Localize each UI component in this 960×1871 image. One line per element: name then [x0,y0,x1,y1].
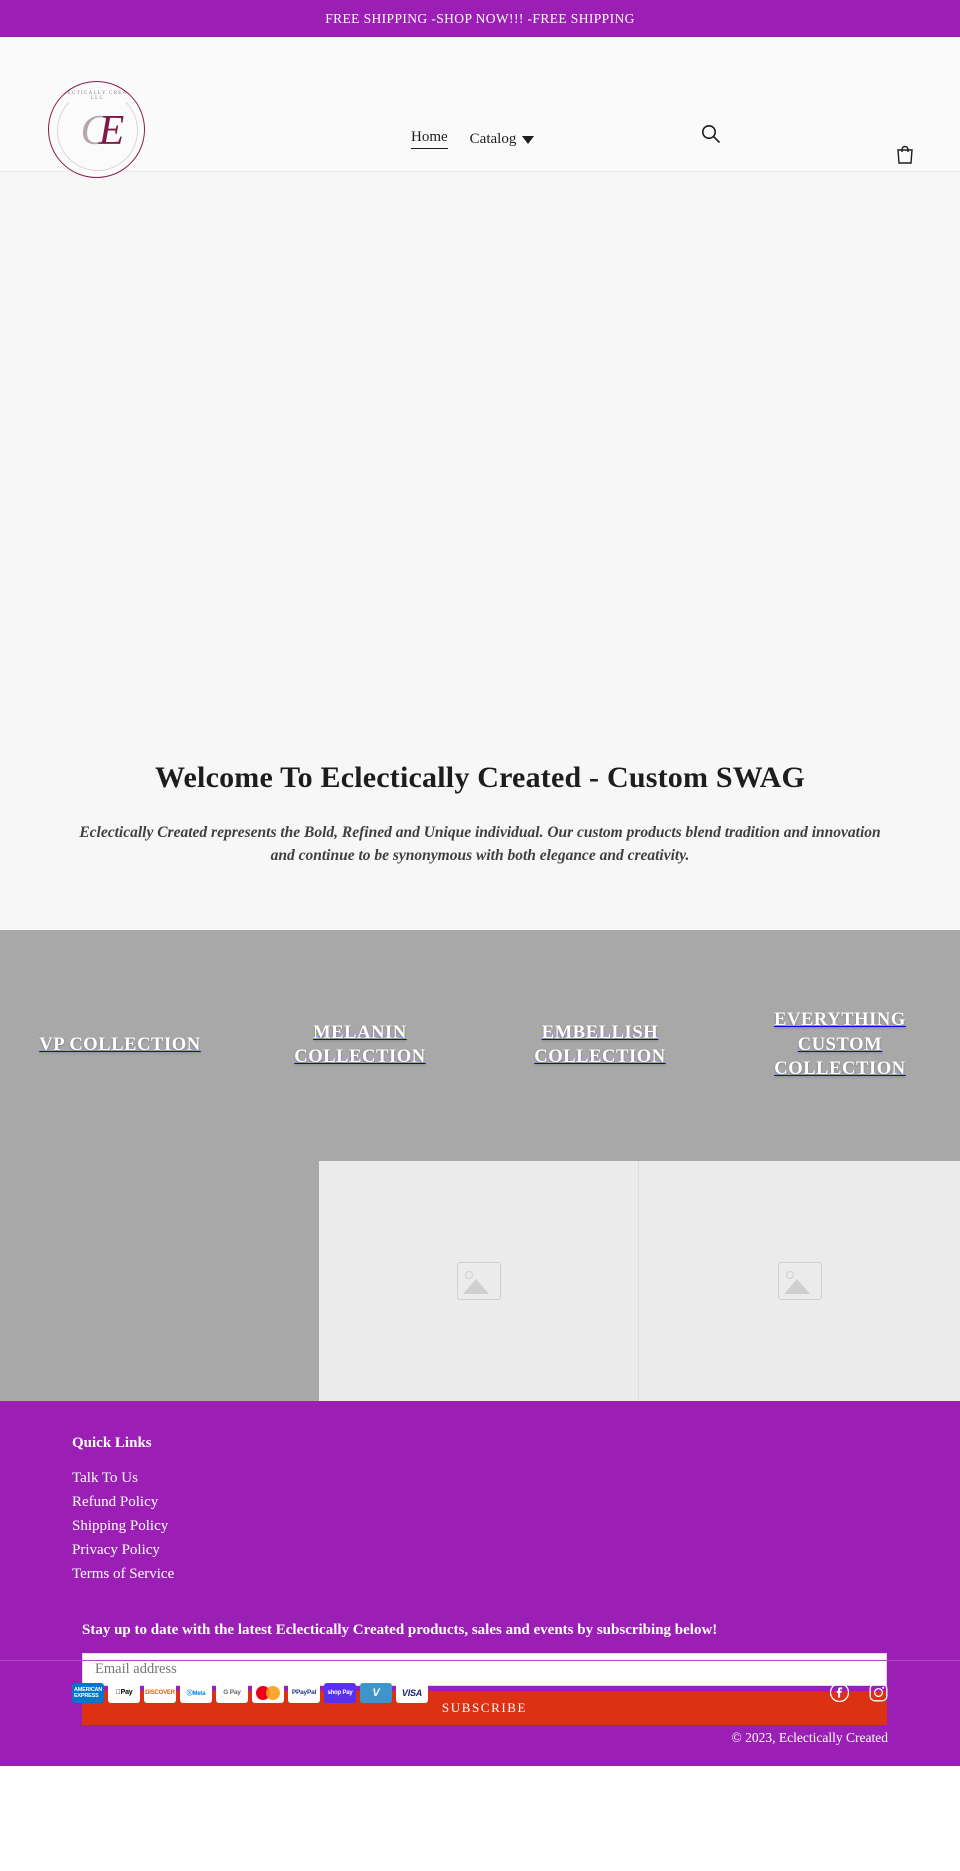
image-placeholder-icon [778,1262,822,1300]
search-icon[interactable] [700,123,722,145]
cart-icon[interactable] [894,144,916,166]
announcement-text: FREE SHIPPING -SHOP NOW!!! -FREE SHIPPING [325,10,635,26]
collection-card-embellish[interactable] [480,930,720,1161]
instagram-icon[interactable] [869,1683,888,1707]
collection-title: EVERYTHING CUSTOM COLLECTION [774,1010,906,1080]
footer-link-talk-to-us[interactable]: Talk To Us [72,1469,138,1486]
image-placeholder-band [0,1161,960,1401]
collection-title: MELANIN COLLECTION [294,1022,426,1067]
quick-links-heading: Quick Links [72,1434,152,1451]
newsletter-heading: Stay up to date with the latest Eclectically Created products, sales and events by subscribing below! [82,1621,718,1638]
payment-icon-amex: AMERICAN EXPRESS [72,1683,104,1703]
logo-micro-text: ECLECTICALLY CREATED LLC [54,91,141,101]
placeholder-spacer [0,1161,319,1401]
footer-link-refund-policy[interactable]: Refund Policy [72,1493,159,1510]
payment-icon-google-pay: G Pay [216,1683,248,1703]
payment-icon-discover: DISCOVER [144,1683,176,1703]
site-header [0,37,960,172]
payment-icon-venmo: V [360,1683,392,1703]
collection-title: VP COLLECTION [39,1034,201,1055]
facebook-icon[interactable] [830,1683,849,1707]
logo-ring [48,81,145,178]
social-links [830,1683,888,1707]
logo-letters: C E [80,107,115,154]
welcome-section [0,705,960,930]
main-nav [411,129,534,149]
collection-card-everything-custom[interactable] [720,930,960,1161]
payment-icon-shop-pay: shop Pay [324,1683,356,1703]
footer-link-shipping-policy[interactable]: Shipping Policy [72,1517,169,1534]
subscribe-button[interactable]: SUBSCRIBE [82,1691,887,1725]
site-footer [0,1401,960,1766]
footer-link-privacy-policy[interactable]: Privacy Policy [72,1541,160,1558]
welcome-paragraph: Eclectically Created represents the Bold, Refined and Unique individual. Our custom products blend tradition and innovation and continue to be synonymous with both elegance and creativity. [79,824,881,865]
footer-bottom-bar [0,1660,960,1766]
logo[interactable] [48,81,145,178]
payment-icon-mastercard [252,1683,284,1703]
footer-link-terms-of-service[interactable]: Terms of Service [72,1565,175,1582]
payment-icon-paypal: P PayPal [288,1683,320,1703]
collection-card-vp[interactable] [0,930,240,1161]
hero-banner [0,172,960,705]
payment-methods [72,1683,888,1703]
collections-band [0,930,960,1161]
nav-item-catalog[interactable] [470,131,535,148]
copyright-text: © 2023, Eclectically Created [731,1729,888,1745]
nav-item-catalog-label: Catalog [469,130,517,147]
announcement-bar [0,0,960,37]
payment-icon-apple-pay: Pay [108,1683,140,1703]
page-title: Welcome To Eclectically Created - Custom SWAG [154,761,806,794]
image-placeholder-icon [457,1262,501,1300]
payment-icon-meta-pay: ⓍMeta [180,1683,212,1703]
payment-icon-visa: VISA [396,1683,428,1703]
nav-item-home[interactable]: Home [411,129,448,149]
collection-title: EMBELLISH COLLECTION [534,1022,666,1067]
quick-links-list [72,1466,888,1586]
chevron-down-icon [522,136,534,144]
image-placeholder-card[interactable] [639,1161,960,1401]
collection-card-melanin[interactable] [240,930,480,1161]
image-placeholder-card[interactable] [319,1161,639,1401]
